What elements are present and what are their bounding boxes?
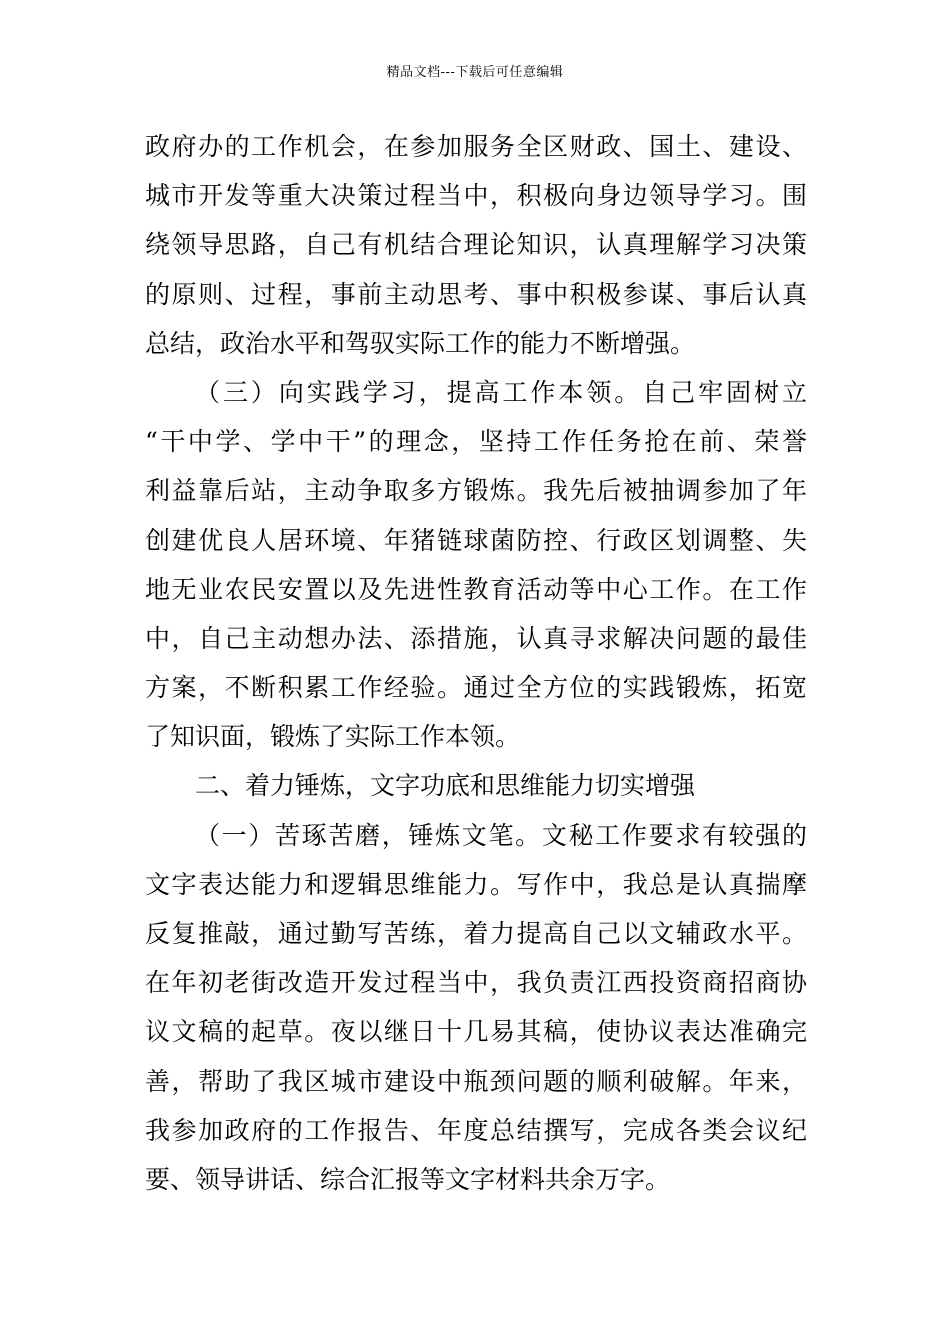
text-line: 文字表达能力和逻辑思维能力。写作中，我总是认真揣摩 <box>145 869 807 899</box>
text-line: 议文稿的起草。夜以继日十几易其稿，使协议表达准确完 <box>145 1017 807 1047</box>
text-line: 创建优良人居环境、年猪链球菌防控、行政区划调整、失 <box>145 525 807 555</box>
text-line: 要、领导讲话、综合汇报等文字材料共余万字。 <box>145 1164 671 1194</box>
text-line: 方案，不断积累工作经验。通过全方位的实践锻炼，拓宽 <box>145 673 807 703</box>
text-line: 反复推敲，通过勤写苦练，着力提高自己以文辅政水平。 <box>145 919 807 948</box>
text-line: 利益靠后站，主动争取多方锻炼。我先后被抽调参加了年 <box>145 476 807 506</box>
text-line: （三）向实践学习，提高工作本领。自己牢固树立 <box>195 377 807 407</box>
text-line: 中，自己主动想办法、添措施，认真寻求解决问题的最佳 <box>145 623 807 653</box>
text-line: 二、着力锤炼，文字功底和思维能力切实增强 <box>195 771 696 801</box>
document-body <box>145 122 807 1204</box>
text-line: 城市开发等重大决策过程当中，积极向身边领导学习。围 <box>145 181 807 211</box>
text-line: “干中学、学中干”的理念，坚持工作任务抢在前、荣誉 <box>145 427 807 457</box>
text-line: 总结，政治水平和驾驭实际工作的能力不断增强。 <box>145 328 696 358</box>
text-line: 政府办的工作机会，在参加服务全区财政、国土、建设、 <box>145 132 807 161</box>
text-line: （一）苦琢苦磨，锤炼文笔。文秘工作要求有较强的 <box>195 820 807 850</box>
text-line: 了知识面，锻炼了实际工作本领。 <box>145 722 521 752</box>
text-line: 绕领导思路，自己有机结合理论知识，认真理解学习决策 <box>145 230 807 260</box>
text-line: 我参加政府的工作报告、年度总结撰写，完成各类会议纪 <box>145 1115 807 1145</box>
page-header: 精品文档---下载后可任意编辑 <box>386 65 564 80</box>
text-line: 在年初老街改造开发过程当中，我负责江西投资商招商协 <box>145 968 807 998</box>
text-line: 地无业农民安置以及先进性教育活动等中心工作。在工作 <box>145 574 807 604</box>
text-line: 善，帮助了我区城市建设中瓶颈问题的顺利破解。年来， <box>145 1066 807 1096</box>
text-line: 的原则、过程，事前主动思考、事中积极参谋、事后认真 <box>145 279 807 309</box>
